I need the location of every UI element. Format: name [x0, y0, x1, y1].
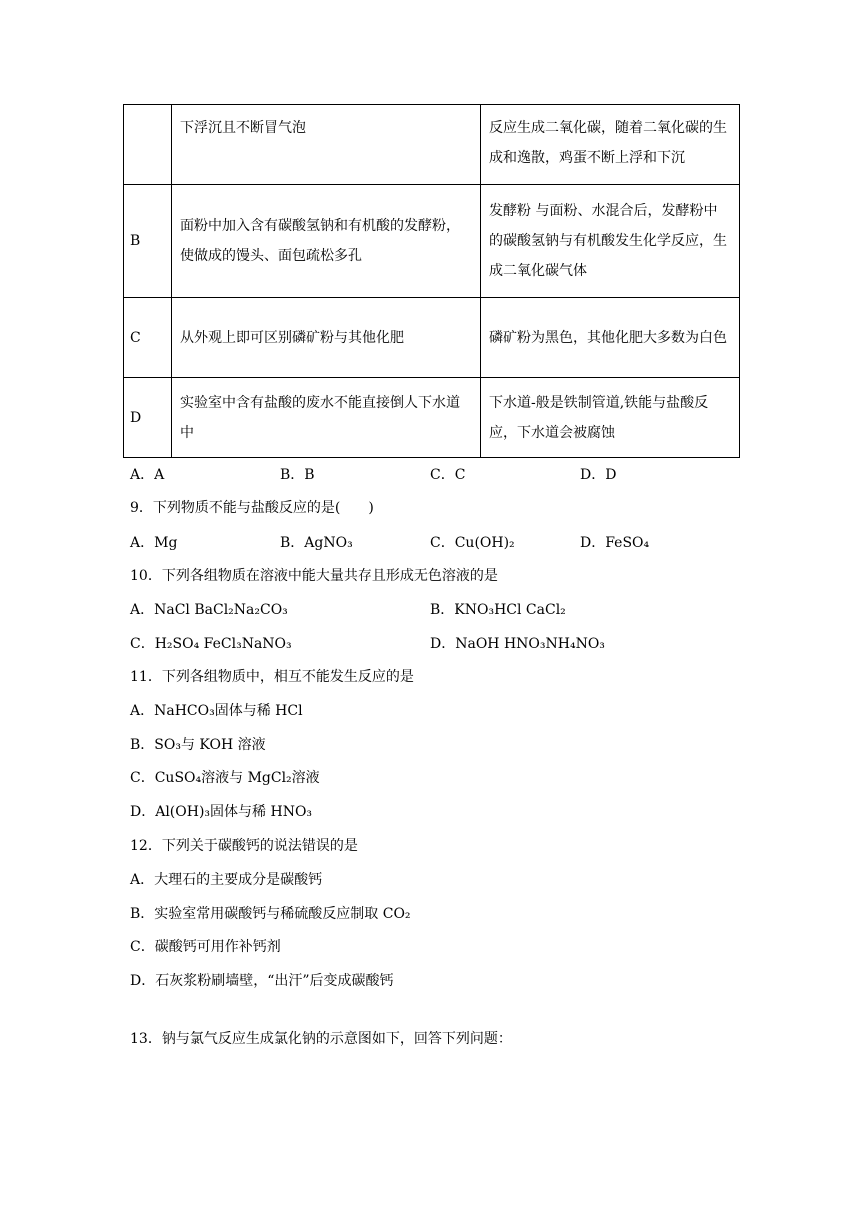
q9-option-b: B．AgNO₃ [280, 535, 353, 551]
table-row [124, 185, 740, 298]
q12-option-b: B．实验室常用碳酸钙与稀硫酸反应制取 CO₂ [130, 906, 411, 922]
q13-stem: 13．钠与氯气反应生成氯化钠的示意图如下，回答下列问题： [130, 1031, 512, 1047]
q12-option-a: A．大理石的主要成分是碳酸钙 [130, 872, 323, 888]
q11-option-d: D．Al(OH)₃固体与稀 HNO₃ [130, 804, 313, 820]
q9-option-d: D．FeSO₄ [580, 535, 650, 551]
q11-option-b: B．SO₃与 KOH 溶液 [130, 737, 266, 753]
table-row [124, 105, 740, 185]
q12-stem: 12．下列关于碳酸钙的说法错误的是 [130, 838, 358, 854]
row-phenomenon: 从外观上即可区别磷矿粉与其他化肥 [172, 298, 481, 378]
q8-option-a: A．A [130, 467, 165, 483]
q11-option-a: A．NaHCO₃固体与稀 HCl [130, 703, 303, 719]
row-phenomenon: 下浮沉且不断冒气泡 [172, 105, 481, 185]
q9-stem: 9．下列物质不能与盐酸反应的是( ) [130, 500, 374, 516]
q12-option-c: C．碳酸钙可用作补钙剂 [130, 939, 281, 955]
q12-option-d: D．石灰浆粉刷墙壁，“出汗”后变成碳酸钙 [130, 973, 394, 989]
row-explanation: 发酵粉 与面粉、水混合后，发酵粉中的碳酸氢钠与有机酸发生化学反应，生成二氧化碳气体 [481, 185, 740, 298]
row-label: D [124, 378, 172, 458]
q8-option-c: C．C [430, 467, 466, 483]
q8-option-d: D．D [580, 467, 617, 483]
row-phenomenon: 面粉中加入含有碳酸氢钠和有机酸的发酵粉，使做成的馒头、面包疏松多孔 [172, 185, 481, 298]
q10-option-b: B．KNO₃HCl CaCl₂ [430, 602, 566, 618]
table-row [124, 378, 740, 458]
q8-option-b: B．B [280, 467, 315, 483]
row-phenomenon: 实验室中含有盐酸的废水不能直接倒人下水道中 [172, 378, 481, 458]
row-explanation: 下水道-般是铁制管道,铁能与盐酸反应，下水道会被腐蚀 [481, 378, 740, 458]
q10-option-d: D．NaOH HNO₃NH₄NO₃ [430, 636, 605, 652]
q10-option-c: C．H₂SO₄ FeCl₃NaNO₃ [130, 636, 292, 652]
row-label [124, 105, 172, 185]
experiment-table [123, 104, 740, 458]
row-explanation: 磷矿粉为黑色，其他化肥大多数为白色 [481, 298, 740, 378]
table-row [124, 298, 740, 378]
q11-stem: 11．下列各组物质中，相互不能发生反应的是 [130, 669, 414, 685]
q9-option-c: C．Cu(OH)₂ [430, 535, 515, 551]
row-explanation: 反应生成二氧化碳，随着二氧化碳的生成和逸散，鸡蛋不断上浮和下沉 [481, 105, 740, 185]
q11-option-c: C．CuSO₄溶液与 MgCl₂溶液 [130, 770, 320, 786]
q9-option-a: A．Mg [130, 535, 178, 551]
q10-option-a: A．NaCl BaCl₂Na₂CO₃ [130, 602, 288, 618]
q10-stem: 10．下列各组物质在溶液中能大量共存且形成无色溶液的是 [130, 568, 498, 584]
row-label: B [124, 185, 172, 298]
row-label: C [124, 298, 172, 378]
